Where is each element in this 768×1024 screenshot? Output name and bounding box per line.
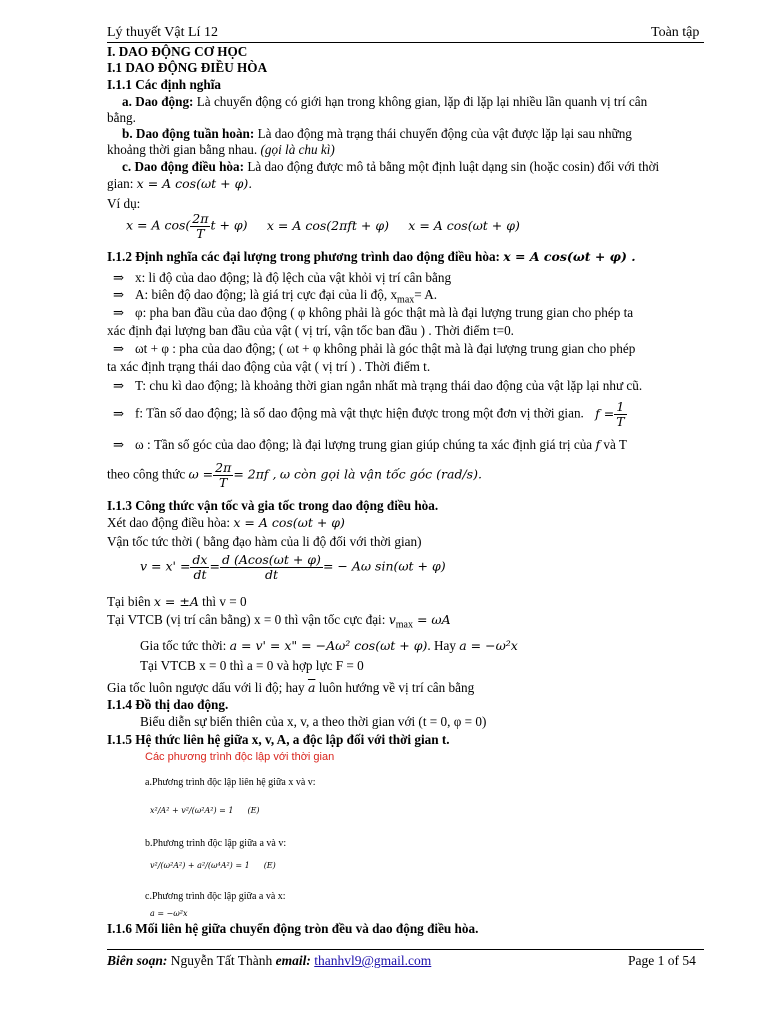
quantity-phi: ⇒ φ: pha ban đầu của dao động ( φ không phải là góc thật mà là đại lượng trung gian cho phép ta — [113, 305, 634, 320]
eq-a: x²/A² + v²/(ω²A²) = 1 (E) — [150, 806, 260, 815]
def-c: c. Dao động điều hòa: Là dao động được mô tả bằng một định luật dạng sin (hoặc cosin) đối với thời — [122, 159, 660, 174]
eq-a-label: a.Phương trình độc lập liên hệ giữa x và v: — [145, 777, 316, 788]
header-rule — [107, 42, 704, 43]
def-c-cont: gian: x = A cos(ωt + φ). — [107, 176, 253, 191]
quantity-A: ⇒ A: biên độ dao động; là giá trị cực đại của li độ, $x_{max}= A$. — [113, 287, 438, 306]
page-number: Page 1 of 54 — [628, 953, 696, 968]
quantity-x: ⇒ x: li độ của dao động; là độ lệch của vật khỏi vị trí cân bằng — [113, 270, 452, 285]
eq-b-label: b.Phương trình độc lập giữa a và v: — [145, 838, 287, 849]
footer-rule — [107, 949, 704, 950]
quantity-T: ⇒ T: chu kì dao động; là khoảng thời gian ngắn nhất mà trạng thái dao động của vật lặp lại như cũ. — [113, 378, 643, 393]
velocity-intro: Xét dao động điều hòa: x = A cos(ωt + φ) — [107, 515, 345, 530]
heading-1-1-6: I.1.6 Mối liên hệ giữa chuyển động tròn đều và dao động điều hòa. — [107, 921, 479, 936]
graph-desc: Biểu diễn sự biến thiên của x, v, a theo thời gian với (t = 0, φ = 0) — [140, 714, 487, 729]
example-formulas: x = A cos( $\frac{2\pi}{T}$ t + φ) x = A cos(2πft + φ) x = A cos(ωt + φ) — [126, 211, 520, 241]
acceleration-at-equilibrium: Tại VTCB x = 0 thì a = 0 và hợp lực F = 0 — [140, 658, 364, 673]
quantity-phi-cont: xác định đại lượng ban đầu của vật ( vị trí, vận tốc ban đầu ) . Thời điểm t=0. — [107, 323, 514, 338]
velocity-at-amplitude: Tại biên x = ±A thì v = 0 — [107, 594, 247, 609]
def-a: a. Dao động: Là chuyển động có giới hạn trong không gian, lặp đi lặp lại nhiều lần quanh vị trí cân — [122, 94, 648, 109]
running-header-left: Lý thuyết Vật Lí 12 — [107, 25, 218, 40]
heading-1-1-5: I.1.5 Hệ thức liên hệ giữa x, v, A, a độc lập đối với thời gian t. — [107, 732, 450, 747]
eq-b: v²/(ω²A²) + a²/(ω⁴A²) = 1 (E) — [150, 861, 276, 870]
footer-author: Biên soạn: Nguyễn Tất Thành email: thanhvl9@gmail.com — [107, 953, 432, 968]
def-b-cont: khoảng thời gian bằng nhau. (gọi là chu kì) — [107, 142, 335, 157]
def-a-cont: bằng. — [107, 110, 136, 125]
acceleration-direction: Gia tốc luôn ngược dấu với li độ; hay $\overline{a}$ luôn hướng về vị trí cân bằng — [107, 680, 475, 695]
section-title: I. DAO ĐỘNG CƠ HỌC — [107, 44, 248, 59]
heading-1-1-4: I.1.4 Đồ thị dao động. — [107, 697, 229, 712]
section-subtitle: I.1 DAO ĐỘNG ĐIỀU HÒA — [107, 60, 268, 75]
omega-formula: theo công thức ω = $\frac{2\pi}{T}$ = 2πf , ω còn gọi là vận tốc góc (rad/s). — [107, 460, 482, 490]
running-header-right: Toàn tập — [651, 25, 700, 40]
quantity-phase-cont: ta xác định trạng thái dao động của vật ( vị trí ) . Thời điểm t. — [107, 359, 431, 374]
red-caption: Các phương trình độc lập với thời gian — [145, 751, 335, 763]
heading-1-1-3: I.1.3 Công thức vận tốc và gia tốc trong dao động điều hòa. — [107, 498, 439, 513]
def-b: b. Dao động tuần hoàn: Là dao động mà trạng thái chuyển động của vật được lặp lại sau những — [122, 126, 632, 141]
acceleration-formula: Gia tốc tức thời: a = v' = x" = −Aω² cos(ωt + φ). Hay a = −ω²x — [140, 638, 518, 653]
eq-c-label: c.Phương trình độc lập giữa a và x: — [145, 891, 286, 902]
velocity-formula: v = x' = $\frac{dx}{dt}$ = $\frac{d (Acos(\omega t + \varphi)}{dt}$ = − Aω sin(ωt + φ) — [140, 552, 446, 582]
heading-1-1-2: I.1.2 Định nghĩa các đại lượng trong phương trình dao động điều hòa: x = A cos(ωt + φ) . — [107, 249, 636, 264]
velocity-max: Tại VTCB (vị trí cân bằng) x = 0 thì vận tốc cực đại: $v_{max} = \omega A$ — [107, 612, 451, 631]
example-label: Ví dụ: — [107, 196, 141, 211]
quantity-phase: ⇒ ωt + φ : pha của dao động; ( ωt + φ không phải là góc thật mà là đại lượng trung gian cho phép — [113, 341, 636, 356]
email-link[interactable]: thanhvl9@gmail.com — [314, 953, 432, 968]
quantity-omega: ⇒ ω : Tần số góc của dao động; là đại lượng trung gian giúp chúng ta xác định giá trị của f và T — [113, 437, 627, 452]
eq-c: a = −ω²x — [150, 909, 188, 918]
velocity-desc: Vận tốc tức thời ( bằng đạo hàm của li độ đối với thời gian) — [107, 534, 422, 549]
heading-1-1-1: I.1.1 Các định nghĩa — [107, 77, 221, 92]
quantity-f: ⇒ f: Tần số dao động; là số dao động mà vật thực hiện được trong một đơn vị thời gian. f = $\frac{1}{T}$ — [113, 399, 625, 429]
